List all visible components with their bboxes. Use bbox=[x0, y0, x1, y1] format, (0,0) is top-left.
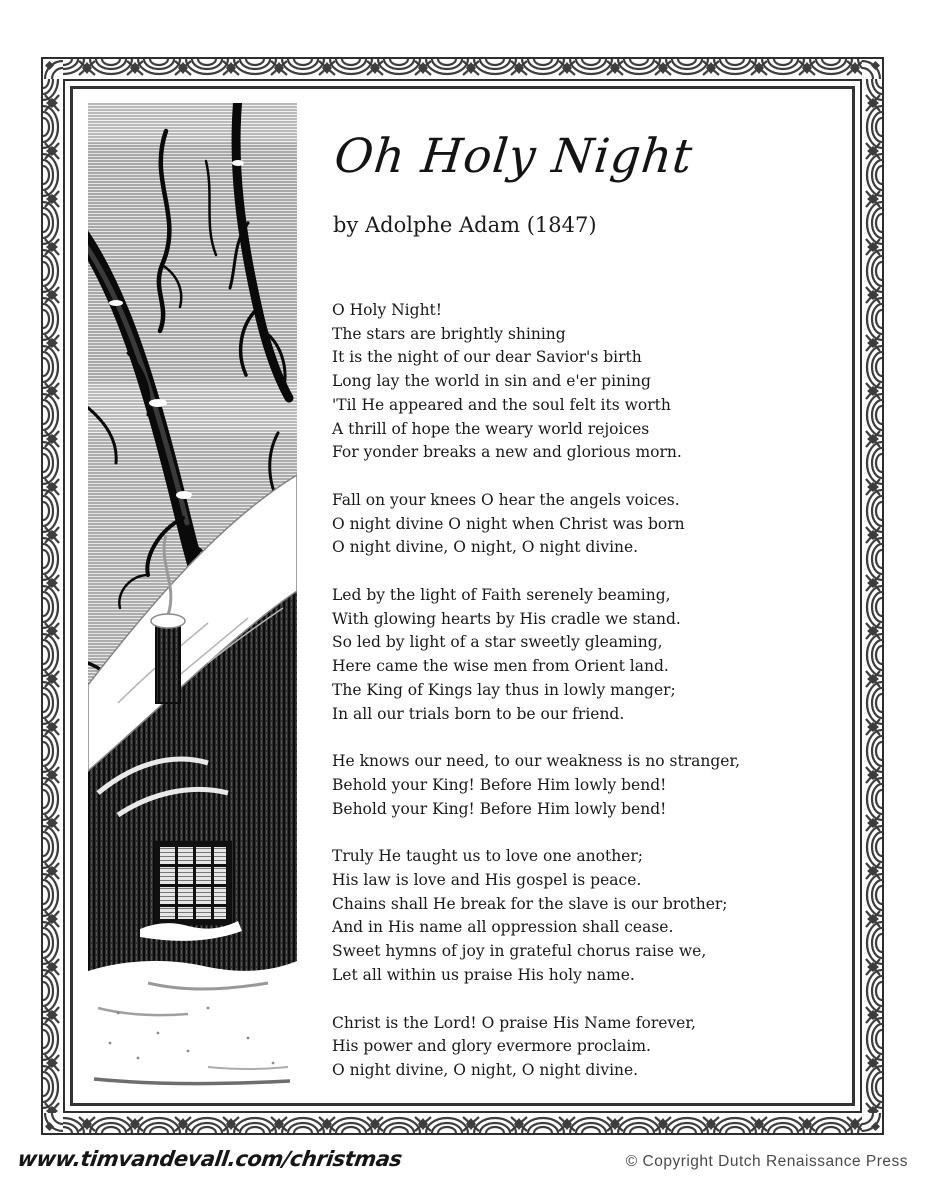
border-corner-icon bbox=[43, 1113, 63, 1133]
song-byline: by Adolphe Adam (1847) bbox=[333, 213, 597, 237]
border-corner-icon bbox=[862, 1113, 882, 1133]
verse: Truly He taught us to love one another; His law is love and His gospel is peace. Chains shall He break for the slave is our brother; And in His name all oppression shall cease. Sweet hymns of joy in grateful chorus raise we, Let all within us praise His holy name. bbox=[332, 847, 728, 984]
border-corner-icon bbox=[43, 59, 63, 79]
border-corner-icon bbox=[862, 59, 882, 79]
border-pattern-right bbox=[862, 79, 882, 1113]
border-pattern-top bbox=[63, 59, 862, 79]
verse: Led by the light of Faith serenely beaming, With glowing hearts by His cradle we stand. So led by light of a star sweetly gleaming, Here came the wise men from Orient land. The King of Kings lay thus in lowly manger; In all our trials born to be our friend. bbox=[332, 586, 681, 723]
verse: Christ is the Lord! O praise His Name forever, His power and glory evermore proclaim. O night divine, O night, O night divine. bbox=[332, 1013, 696, 1079]
border-pattern-bottom bbox=[63, 1113, 862, 1133]
winter-cottage-illustration bbox=[88, 103, 297, 1087]
verse: Fall on your knees O hear the angels voices. O night divine O night when Christ was born O night divine, O night, O night divine. bbox=[332, 490, 685, 557]
verse: He knows our need, to our weakness is no stranger, Behold your King! Before Him lowly bend! Behold your King! Before Him lowly bend! bbox=[332, 752, 741, 818]
website-url: www.timvandevall.com/christmas bbox=[16, 1147, 404, 1171]
song-title: Oh Holy Night bbox=[331, 129, 696, 184]
verse: O Holy Night! The stars are brightly shining It is the night of our dear Savior's birth Long lay the world in sin and e'er pining 'Til He appeared and the soul felt its worth A thrill of hope the weary world rejoices For yonder breaks a new and glorious morn. bbox=[332, 301, 682, 462]
snow-ground bbox=[88, 961, 297, 1087]
decorative-border-frame bbox=[41, 57, 884, 1135]
lyrics bbox=[332, 299, 772, 1083]
border-pattern-left bbox=[43, 79, 63, 1113]
sheet-content bbox=[73, 89, 852, 1103]
copyright-notice: © Copyright Dutch Renaissance Press bbox=[625, 1153, 908, 1170]
